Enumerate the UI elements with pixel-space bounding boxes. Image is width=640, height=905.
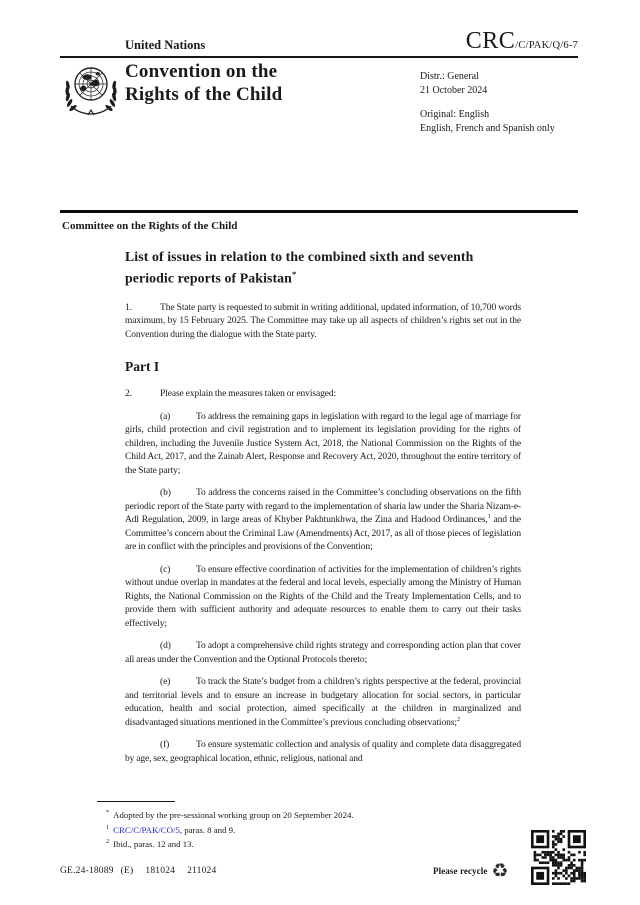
- part-heading: Part I: [125, 359, 160, 375]
- paragraph-number: 2.: [125, 389, 132, 400]
- language-code: (E): [120, 866, 134, 876]
- date-code-1: 181024: [145, 866, 176, 876]
- recycle-note: [433, 860, 509, 882]
- org-name: United Nations: [125, 38, 206, 52]
- qr-code: [531, 830, 586, 885]
- list-item-f: (f) To ensure systematic collection and analysis of quality and complete data disaggregated by age, sex, geographical location, ethnic, religious, national and: [125, 740, 521, 764]
- footnote-1: $^1$ CRC/C/PAK/CO/5, paras. 8 and 9.: [106, 823, 236, 835]
- item-label: (a): [160, 411, 171, 422]
- ge-number: GE.24-18089: [60, 866, 114, 876]
- item-label: (b): [160, 488, 171, 499]
- paragraph-1: 1. The State party is requested to submit in writing additional, updated information, of 10,700 words maximum, by 15 February 2025. The Committee may take up all aspects of children’s rights set out in the Convention during the dialogue with the State party.: [125, 302, 521, 340]
- treaty-title-line2: Rights of the Child: [125, 83, 283, 105]
- paragraph-2: 2. Please explain the measures taken or envisaged:: [125, 388, 521, 402]
- distr-line: Distr.: General: [420, 71, 479, 82]
- list-item-a: (a) To address the remaining gaps in legislation with regard to the legal age of marriage for girls, child protection and civil registration and to implement its legislation providing for the rights of children, including the Juvenile Justice System Act, 2018, the National Commission on the Rights of the Child Act, 2017, and the Zainab Alert, Response and Recovery Act, 2020, throughout the entire territory of the State party;: [125, 411, 521, 476]
- footnote-divider: [97, 801, 175, 802]
- treaty-title-line1: Convention on the: [125, 61, 278, 82]
- item-label: (d): [160, 641, 171, 652]
- original-language-line: Original: English: [420, 109, 490, 120]
- document-symbol-suffix: /C/PAK/Q/6-7: [515, 40, 578, 51]
- document-body: [125, 248, 521, 804]
- list-item-c: (c) To ensure effective coordination of activities for the implementation of children’s rights without undue overlap in mandates at the federal and local levels, especially among the Ministry of Human Rights, the National Commission on the Rights of the Child and the Treaty Implementation Cells, and to provide them with sufficient authority and adequate resources to enable them to carry out their tasks effectively;: [125, 564, 521, 629]
- title-footnote-marker: *: [291, 268, 297, 279]
- paragraph-number: 1.: [125, 302, 132, 313]
- footnote-ref-2: 2: [456, 715, 461, 723]
- recycle-icon: ♻: [491, 860, 509, 882]
- distribution-block: [420, 70, 555, 135]
- date-code-2: 211024: [187, 866, 217, 876]
- list-item-d: (d) To adopt a comprehensive child rights strategy and corresponding action plan that cover all areas under the Convention and the Optional Protocols thereto;: [125, 641, 521, 665]
- recycle-label: Please recycle: [433, 866, 488, 876]
- languages-line: English, French and Spanish only: [420, 122, 555, 134]
- document-id-line: [60, 866, 228, 876]
- treaty-title: [125, 61, 282, 106]
- section-rule: [60, 210, 578, 213]
- document-symbol-main: CRC: [465, 28, 516, 54]
- footnote-2: $^2$ Ibid., paras. 12 and 13.: [106, 838, 194, 850]
- list-item-b: (b) To address the concerns raised in the Committee’s concluding observations on the fifth periodic report of the State party with regard to the implementation of sharia law under the Sharia Nizam-e-Adl Regulation, 2009, in large areas of Khyber Pakhtunkhwa, the Zina and Hadood Ordinances,$^1$ and the Committee’s concern about the Criminal Law (Amendments) Act, 2017, as all of those pieces of legislation are in conflict with the principles and provisions of the Convention;: [125, 488, 521, 553]
- header-rule: [60, 56, 578, 58]
- date-line: 21 October 2024: [420, 84, 488, 96]
- footnote-asterisk: * Adopted by the pre-sessional working group on 20 September 2024.: [106, 809, 354, 820]
- item-label: (e): [160, 677, 171, 688]
- document-symbol: [466, 28, 578, 55]
- footnote-ref-1: 1: [487, 512, 491, 520]
- un-emblem-icon: [61, 62, 121, 116]
- footnotes-block: [97, 801, 427, 851]
- document-reference-link[interactable]: CRC/C/PAK/CO/5: [113, 824, 180, 835]
- item-label: (c): [160, 564, 171, 575]
- list-item-e: (e) To track the State’s budget from a children’s rights perspective at the federal, provincial and territorial levels and to ensure an increase in budgetary allocation for social sectors, in particular education, health and social protection, aimed specifically at the children in marginalized and disadvantaged situations mentioned in the Committee’s previous concluding observations;$^2$: [125, 677, 521, 728]
- document-title: List of issues in relation to the combined sixth and seventh periodic reports of Pakistan*: [125, 249, 474, 286]
- item-label: (f): [160, 740, 170, 751]
- committee-name: Committee on the Rights of the Child: [62, 220, 238, 232]
